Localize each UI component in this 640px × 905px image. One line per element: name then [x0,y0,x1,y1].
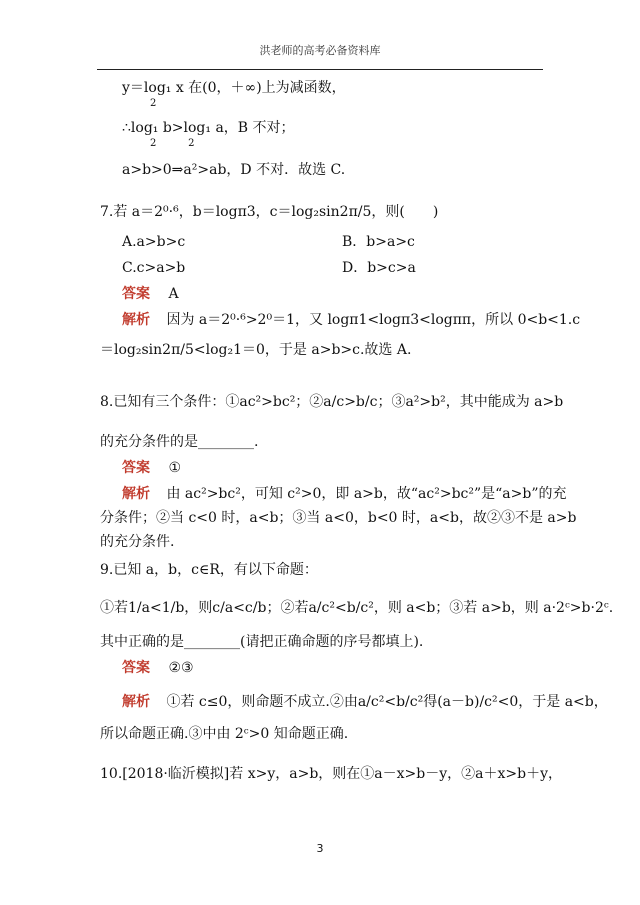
page-number: 3 [316,842,324,855]
analysis-label: 解析 [122,312,150,328]
text-line: y＝log₁ x 在(0，＋∞)上为减函数， [122,80,346,96]
option-c: C.c>a>b [122,260,186,276]
options-row [122,258,552,278]
question-9: 9.已知 a，b，c∈R，有以下命题： [100,562,318,578]
answer-value: ②③ [168,660,194,676]
answer-label: 答案 [122,660,150,676]
subscript-line: 2 [150,98,157,109]
analysis-row [122,310,581,330]
analysis-text: 所以命题正确.③中由 2ᶜ>0 知命题正确. [100,726,349,742]
answer-row [122,458,552,478]
page-header: 洪老师的高考必备资料库 [259,44,381,57]
question-9-cont: 其中正确的是________(请把正确命题的序号都填上). [100,634,424,650]
option-b: B．b>a>c [342,234,415,250]
analysis-row [122,692,608,712]
analysis-text: 分条件；②当 c<0 时，a<b；③当 a<0，b<0 时，a<b，故②③不是 a>b [100,510,577,526]
analysis-text: 由 ac²>bc²，可知 c²>0，即 a>b，故“ac²>bc²”是“a>b”的充 [166,486,567,502]
answer-value: A [168,286,179,302]
answer-row [122,658,552,678]
answer-label: 答案 [122,286,150,302]
header-rule [97,69,543,70]
analysis-text: 因为 a＝2⁰·⁶>2⁰＝1，又 logπ1<logπ3<logππ，所以 0<b<1.c [166,312,581,328]
analysis-label: 解析 [122,486,150,502]
analysis-label: 解析 [122,694,150,710]
analysis-text: 的充分条件. [100,534,175,550]
question-8-cont: 的充分条件的是________. [100,434,259,450]
answer-label: 答案 [122,460,150,476]
text-line: ∴log₁ b>log₁ a，B 不对； [122,120,295,136]
options-row [122,232,552,252]
answer-row [122,284,552,304]
text-line: a>b>0⇒a²>ab，D 不对．故选 C. [122,162,346,178]
analysis-row [122,484,567,504]
question-10: 10.[2018·临沂模拟]若 x>y，a>b，则在①a－x>b－y，②a＋x>b＋y， [100,766,562,782]
document-body [100,72,614,784]
option-d: D．b>c>a [342,260,416,276]
analysis-text: ＝log₂sin2π/5<log₂1＝0，于是 a>b>c.故选 A. [100,342,412,358]
question-9-items: ①若1/a<1/b，则c/a<c/b；②若a/c²<b/c²，则 a<b；③若 a>b，则 a·2ᶜ>b·2ᶜ. [100,600,614,616]
analysis-text: ①若 c≤0，则命题不成立.②由a/c²<b/c²得(a－b)/c²<0，于是 a<b， [166,694,608,710]
option-a: A.a>b>c [122,234,186,250]
question-7: 7.若 a＝2⁰·⁶，b＝logπ3，c＝log₂sin2π/5，则( ) [100,204,439,220]
subscript-line: 2 2 [150,138,195,149]
answer-value: ① [168,460,182,476]
question-8: 8.已知有三个条件：①ac²>bc²；②a/c>b/c；③a²>b²，其中能成为 a>b [100,394,564,410]
